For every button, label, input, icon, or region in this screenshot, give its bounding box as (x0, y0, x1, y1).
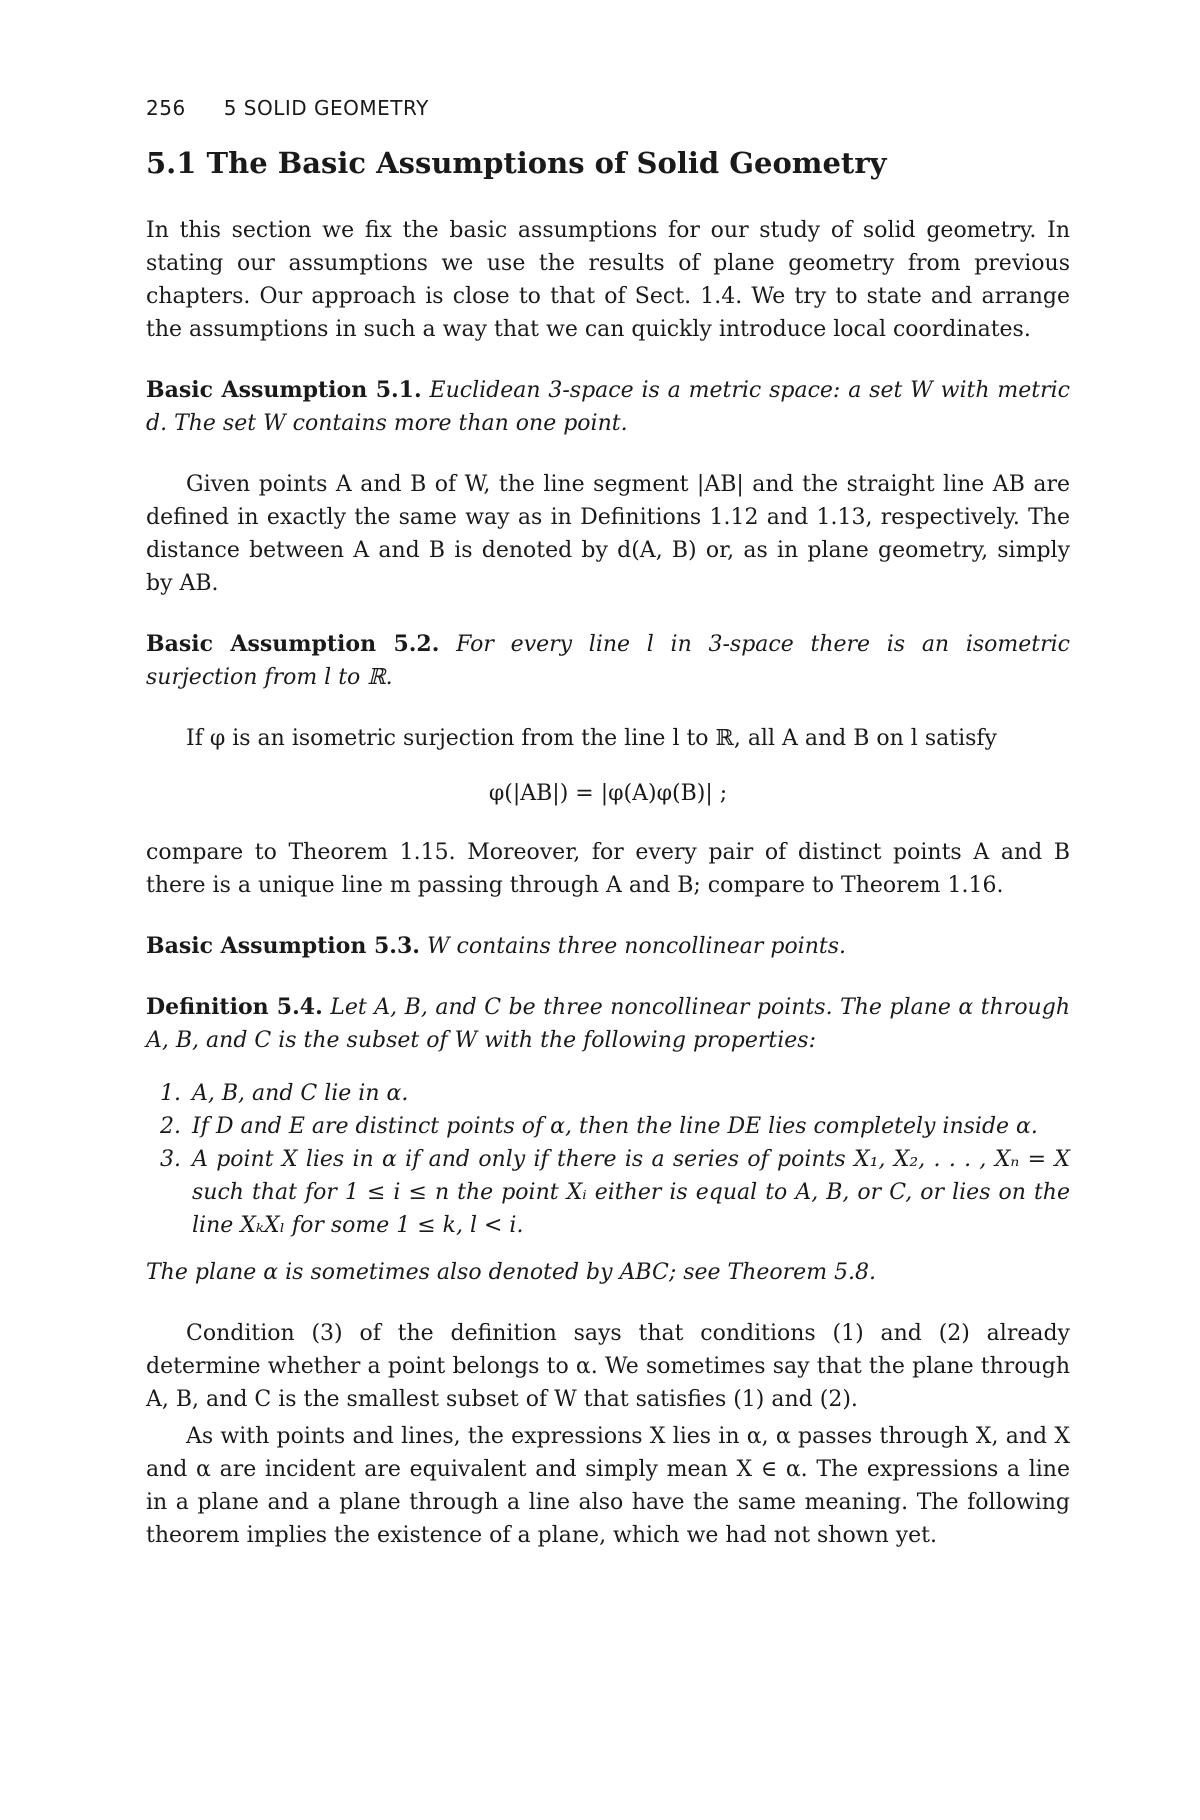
assumption-text: Euclidean 3-space is a metric space: a set W with metric d. The set W contains more than one point. (146, 378, 1070, 436)
assumption-label: Basic Assumption 5.1. (146, 377, 422, 403)
paragraph-compare: compare to Theorem 1.15. Moreover, for every pair of distinct points A and B there is a unique line m passing through A and B; compare to Theorem 1.16. (146, 840, 1070, 898)
page-number: 256 (146, 96, 186, 120)
definition-text: Let A, B, and C be three noncollinear points. The plane α through A, B, and C is the subset of W with the following properties: (146, 995, 1070, 1053)
list-item (146, 1143, 1070, 1242)
list-item-number: 2. (160, 1114, 181, 1139)
basic-assumption-5-2 (146, 628, 1070, 694)
list-item-text: A, B, and C lie in α. (192, 1081, 409, 1106)
basic-assumption-5-3 (146, 930, 1070, 963)
assumption-label: Basic Assumption 5.3. (146, 933, 420, 959)
definition-property-list (146, 1077, 1070, 1242)
basic-assumption-5-1 (146, 374, 1070, 440)
definition-5-4 (146, 991, 1070, 1057)
paragraph-given-points: Given points A and B of W, the line segment |AB| and the straight line AB are defined in exactly the same way as in Definitions 1.12 and 1.13, respectively. The distance between A and B is denoted by d(A, B) or, as in plane geometry, simply by AB. (146, 472, 1070, 596)
list-item (146, 1110, 1070, 1143)
paragraph-isometric: If φ is an isometric surjection from the line l to ℝ, all A and B on l satisfy (186, 726, 997, 751)
paragraph-condition: Condition (3) of the definition says that conditions (1) and (2) already determine whether a point belongs to α. We sometimes say that the plane through A, B, and C is the smallest subset of W that satisfies (1) and (2). (146, 1321, 1070, 1412)
list-item-text: If D and E are distinct points of α, then the line DE lies completely inside α. (192, 1114, 1038, 1139)
intro-paragraph: In this section we fix the basic assumptions for our study of solid geometry. In stating our assumptions we use the results of plane geometry from previous chapters. Our approach is close to that of Sect. 1.4. We try to state and arrange the assumptions in such a way that we can quickly introduce local coordinates. (146, 218, 1070, 342)
paragraph-as-with: As with points and lines, the expressions X lies in α, α passes through X, and X and α are incident are equivalent and simply mean X ∈ α. The expressions a line in a plane and a plane through a line also have the same meaning. The following theorem implies the existence of a plane, which we had not shown yet. (146, 1424, 1070, 1548)
list-item-number: 1. (160, 1081, 181, 1106)
list-item-number: 3. (160, 1147, 181, 1172)
list-item (146, 1077, 1070, 1110)
definition-closing: The plane α is sometimes also denoted by ABC; see Theorem 5.8. (146, 1260, 877, 1285)
section-title: 5.1 The Basic Assumptions of Solid Geometry (146, 146, 887, 180)
chapter-title: 5 SOLID GEOMETRY (223, 96, 429, 120)
display-equation: φ(|AB|) = |φ(A)φ(B)| ; (488, 781, 728, 806)
running-head (146, 96, 1070, 120)
assumption-label: Basic Assumption 5.2. (146, 631, 440, 657)
assumption-text: W contains three noncollinear points. (426, 934, 847, 959)
list-item-text: A point X lies in α if and only if there is a series of points X₁, X₂, . . . , Xₙ = X such that for 1 ≤ i ≤ n the point Xᵢ either is equal to A, B, or C, or lies on the line XₖXₗ for some 1 ≤ k, l < i. (192, 1147, 1070, 1238)
page (146, 96, 1070, 1552)
definition-label: Definition 5.4. (146, 994, 323, 1020)
assumption-text: For every line l in 3-space there is an isometric surjection from l to ℝ. (146, 632, 1070, 690)
